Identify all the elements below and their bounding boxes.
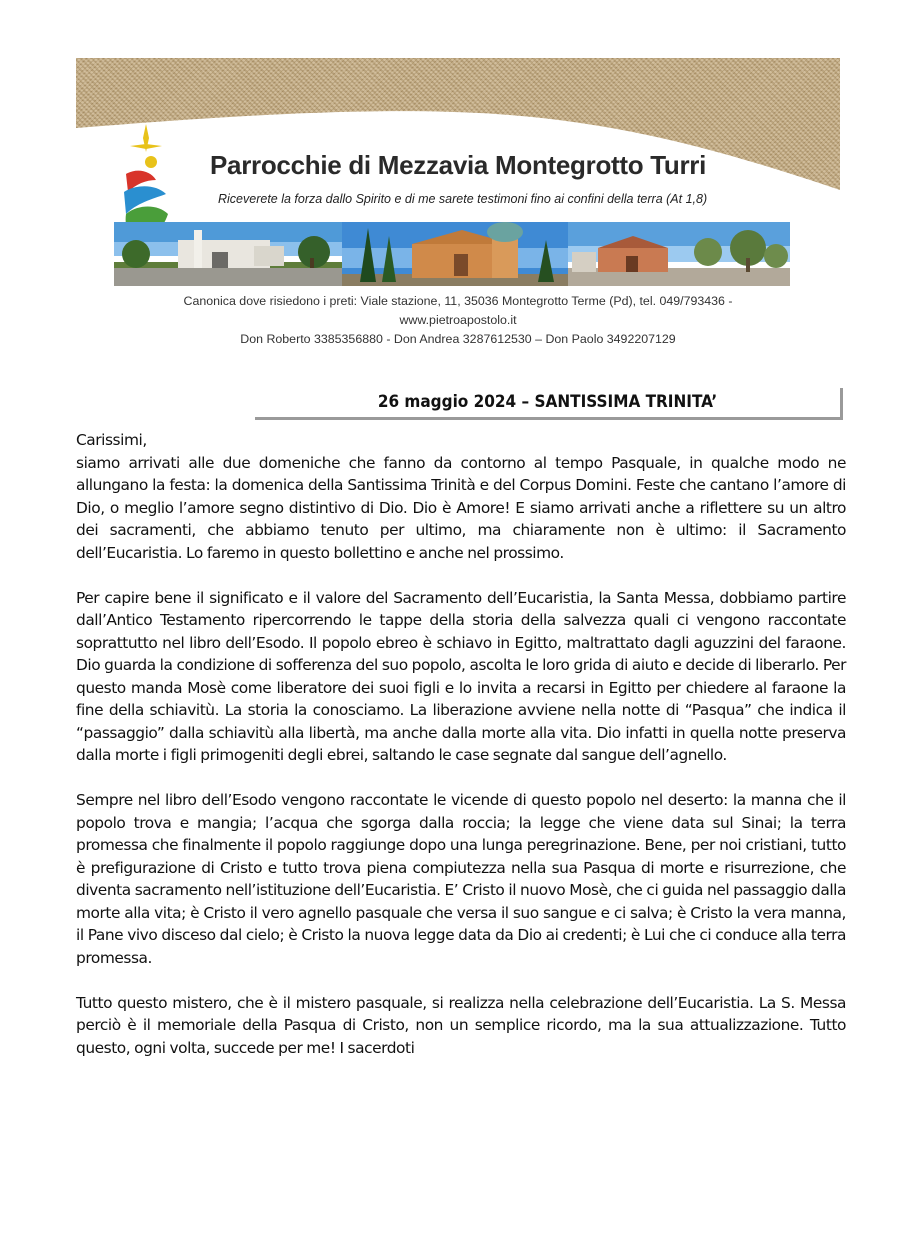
bulletin-body <box>76 429 846 1059</box>
parish-title: Parrocchie di Mezzavia Montegrotto Turri <box>210 150 707 180</box>
paragraph-4: Tutto questo mistero, che è il mistero pasquale, si realizza nella celebrazione dell’Eucaristia. La S. Messa perciò è il memoriale della Pasqua di Cristo, non un semplice ricordo, ma la sua attualizzazione. Tutto questo, ogni volta, succede per me! I sacerdoti <box>76 993 846 1057</box>
paragraph-1: siamo arrivati alle due domeniche che fanno da contorno al tempo Pasquale, in qualche modo ne allungano la festa: la domenica della Santissima Trinità e del Corpus Domini. Feste che cantano l’amore di Dio, o meglio l’amore segno distintivo di Dio. Dio è Amore! E siamo arrivati anche a riflettere su un altro dei sacramenti, che abbiamo tenuto per ultimo, ma chiaramente non è ultimo: il Sacramento dell’Eucaristia. Lo faremo in questo bollettino e anche nel prossimo. <box>76 453 846 562</box>
paragraph-3: Sempre nel libro dell’Esodo vengono raccontate le vicende di questo popolo nel deserto: la manna che il popolo trova e mangia; l’acqua che sgorga dalla roccia; la legge che viene data sul Sinai; la terra promessa che finalmente il popolo raggiunge dopo una lunga peregrinazione. Bene, per noi cristiani, tutto è prefigurazione di Cristo e tutto trova piena compiutezza nella sua Pasqua di morte e risurrezione, che diventa sacramento nell’istituzione dell’Eucaristia. E’ Cristo il nuovo Mosè, che ci guida nel passaggio dalla morte alla vita; è Cristo il vero agnello pasquale che versa il suo sangue e ci salva; è Cristo la vera manna, il Pane vivo disceso dal cielo; è Cristo la nuova legge data da Dio ai credenti; è Lui che ci conduce alla terra promessa. <box>76 791 846 967</box>
greeting: Carissimi, <box>76 431 147 449</box>
header-banner <box>76 58 840 290</box>
church-photo-montegrotto <box>342 222 568 286</box>
church-photo-turri <box>568 222 790 286</box>
bulletin-date-heading: 26 maggio 2024 – SANTISSIMA TRINITA’ <box>255 388 843 420</box>
priests-phones: Don Roberto 3385356880 - Don Andrea 3287612530 – Don Paolo 3492207129 <box>240 332 676 346</box>
church-photo-mezzavia <box>114 222 342 286</box>
website-link[interactable]: www.pietroapostolo.it <box>399 313 517 327</box>
parish-motto: Riceverete la forza dallo Spirito e di me sarete testimoni fino ai confini della terra (At 1,8) <box>218 192 708 206</box>
paragraph-2: Per capire bene il significato e il valore del Sacramento dell’Eucaristia, la Santa Messa, dobbiamo partire dall’Antico Testamento ripercorrendo le tappe della storia della salvezza quali ci vengono raccontate soprattutto nel libro dell’Esodo. Il popolo ebreo è schiavo in Egitto, maltrattato dagli aguzzini del faraone. Dio guarda la condizione di sofferenza del suo popolo, ascolta le loro grida di aiuto e decide di liberarlo. Per questo manda Mosè come liberatore dei suoi figli e lo invita a recarsi in Egitto per chiedere al faraone la fine della schiavitù. La storia la conosciamo. La liberazione avviene nella notte di “Pasqua” che indica il “passaggio” dalla schiavitù alla libertà, ma anche dalla morte alla vita. Dio infatti in quella notte preserva dalla morte i figli primogeniti degli ebrei, saltando le case segnate dal sangue dell’agnello. <box>76 588 846 764</box>
rectory-address: Canonica dove risiedono i preti: Viale stazione, 11, 35036 Montegrotto Terme (Pd), tel. 049/793436 - <box>183 294 733 308</box>
contact-info <box>76 292 840 349</box>
